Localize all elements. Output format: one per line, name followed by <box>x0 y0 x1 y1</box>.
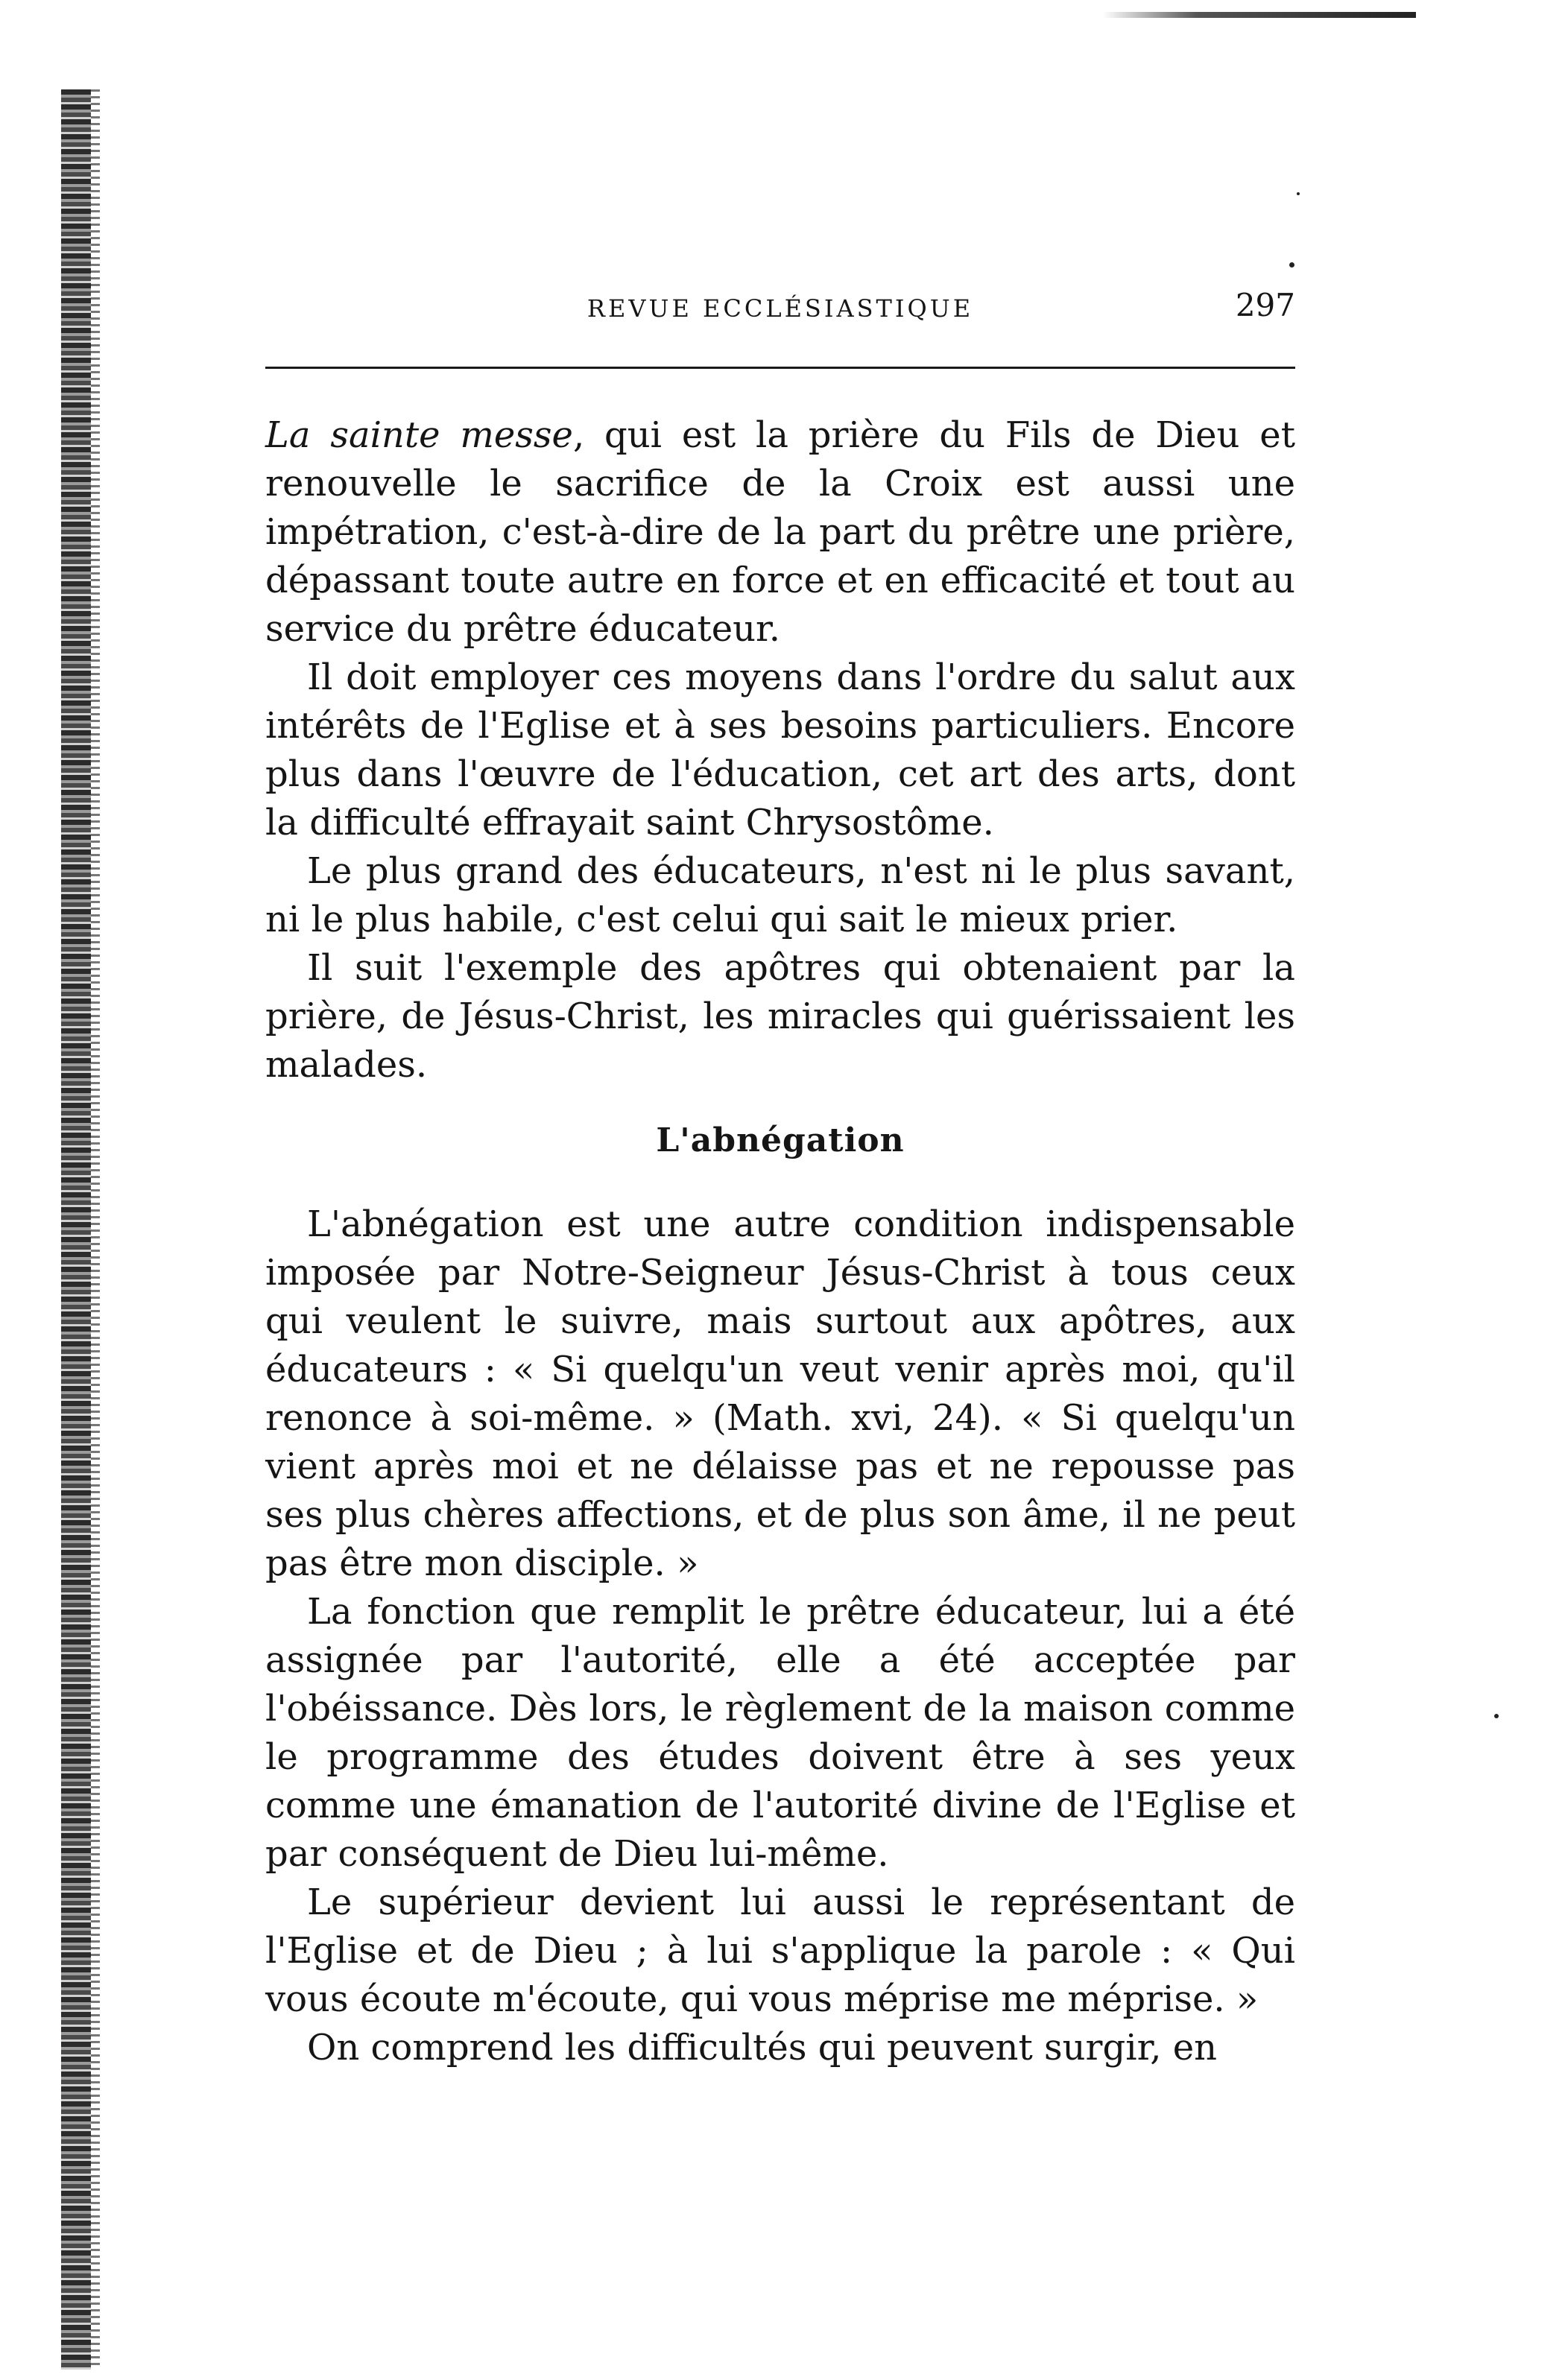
paragraph-text: , qui est la prière du Fils de Dieu et renouvelle le sacrifice de la Croix est aussi une impétration, c'est-à-dire de la part du prêtre une prière, dépassant toute autre en force et en efficacité et tout au service du prêtre éducateur. <box>265 414 1295 650</box>
page-number: 297 <box>1235 287 1295 323</box>
paragraph: Il doit employer ces moyens dans l'ordre du salut aux intérêts de l'Eglise et à ses besoins particuliers. Encore plus dans l'œuvre de l'éducation, cet art des arts, dont la difficulté effrayait saint Chrysostôme. <box>265 656 1295 844</box>
page-body <box>265 411 1295 2072</box>
binding-edge <box>91 89 100 2370</box>
running-title: REVUE ECCLÉSIASTIQUE <box>587 294 974 323</box>
paragraph: Il suit l'exemple des apôtres qui obtenaient par la prière, de Jésus-Christ, les miracles qui guérissaient les malades. <box>265 947 1295 1086</box>
ink-speck <box>1494 1714 1499 1718</box>
paragraph-lead: La sainte messe <box>265 414 573 456</box>
paragraph: Le supérieur devient lui aussi le représentant de l'Eglise et de Dieu ; à lui s'applique la parole : « Qui vous écoute m'écoute, qui vous méprise me méprise. » <box>265 1881 1295 2020</box>
paragraph: On comprend les difficultés qui peuvent surgir, en <box>307 2027 1218 2069</box>
ink-speck <box>1297 192 1300 195</box>
section-heading: L'abnégation <box>656 1121 905 1159</box>
paragraph <box>265 411 1295 653</box>
paragraph: La fonction que remplit le prêtre éducateur, lui a été assignée par l'autorité, elle a été acceptée par l'obéissance. Dès lors, le règlement de la maison comme le programme des études doivent être à ses yeux comme une émanation de l'autorité divine de l'Eglise et par conséquent de Dieu lui-même. <box>265 1591 1295 1875</box>
paragraph: L'abnégation est une autre condition indispensable imposée par Notre-Seigneur Jésus-Christ à tous ceux qui veulent le suivre, mais surtout aux apôtres, aux éducateurs : « Si quelqu'un veut venir après moi, qu'il renonce à soi-même. » (Math. xvi, 24). « Si quelqu'un vient après moi et ne délaisse pas et ne repousse pas ses plus chères affections, et de plus son âme, il ne peut pas être mon disciple. » <box>265 1203 1295 1584</box>
ink-speck <box>1289 262 1294 268</box>
binding-spine <box>61 89 91 2370</box>
paragraph: Le plus grand des éducateurs, n'est ni le plus savant, ni le plus habile, c'est celui qui sait le mieux prier. <box>265 850 1295 940</box>
page-header <box>265 287 1295 339</box>
header-rule <box>265 367 1295 369</box>
scan-artifact <box>1103 12 1416 18</box>
